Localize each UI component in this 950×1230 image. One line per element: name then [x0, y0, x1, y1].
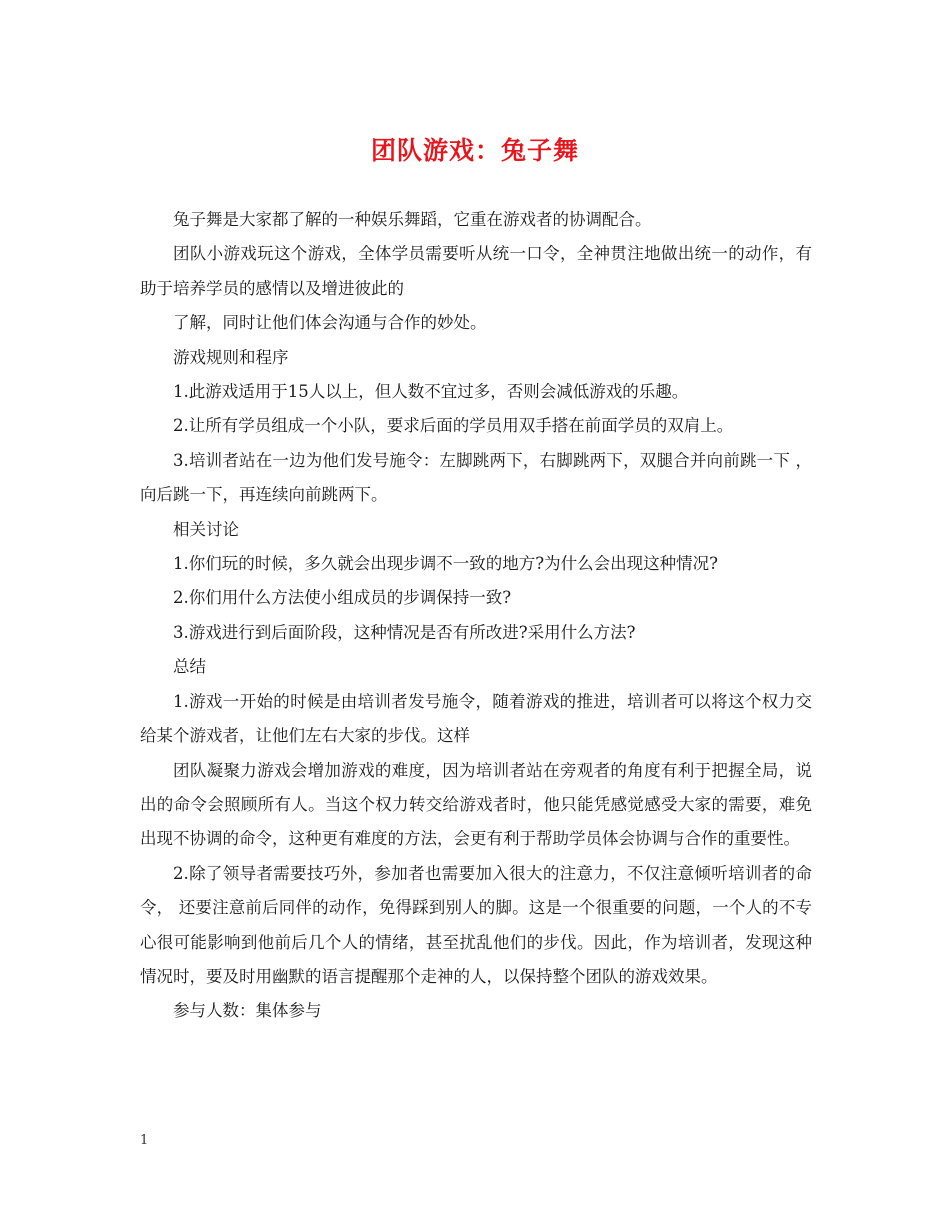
list-item: 3.培训者站在一边为他们发号施令：左脚跳两下，右脚跳两下，双腿合并向前跳一下 ，向后跳一下，再连续向前跳两下。	[140, 450, 812, 505]
body-text	[140, 203, 812, 1029]
list-item: 1.游戏一开始的时候是由培训者发号施令，随着游戏的推进，培训者可以将这个权力交给某个游戏者，让他们左右大家的步伐。这样	[140, 691, 812, 746]
paragraph: 了解，同时让他们体会沟通与合作的妙处。	[173, 313, 487, 333]
page-number: 1	[140, 1133, 149, 1148]
section-heading: 总结	[173, 657, 206, 677]
list-item: 2.让所有学员组成一个小队，要求后面的学员用双手搭在前面学员的双肩上。	[173, 416, 734, 436]
paragraph: 兔子舞是大家都了解的一种娱乐舞蹈，它重在游戏者的协调配合。	[173, 210, 652, 229]
paragraph: 团队小游戏玩这个游戏，全体学员需要听从统一口令，全神贯注地做出统一的动作，有助于培养学员的感情以及增进彼此的	[140, 244, 812, 298]
list-item: 1.你们玩的时候，多久就会出现步调不一致的地方?为什么会出现这种情况?	[173, 554, 718, 574]
list-item: 2.除了领导者需要技巧外，参加者也需要加入很大的注意力，不仅注意倾听培训者的命令， 还要注意前后同伴的动作，免得踩到别人的脚。这是一个很重要的问题，一个人的不专心很可能影响到他前后几个人的情绪，甚至扰乱他们的步伐。因此，作为培训者，发现这种情况时，要及时用幽默的语言提醒那个走神的人，以保持整个团队的游戏效果。	[140, 863, 812, 986]
section-heading: 相关讨论	[173, 519, 239, 539]
paragraph: 参与人数：集体参与	[173, 1001, 322, 1021]
list-item: 3.游戏进行到后面阶段，这种情况是否有所改进?采用什么方法?	[173, 622, 636, 642]
page-title: 团队游戏：兔子舞	[370, 136, 579, 165]
list-item: 2.你们用什么方法使小组成员的步调保持一致?	[173, 588, 512, 608]
list-item: 1.此游戏适用于15人以上，但人数不宜过多，否则会减低游戏的乐趣。	[173, 382, 689, 402]
paragraph: 团队凝聚力游戏会增加游戏的难度，因为培训者站在旁观者的角度有利于把握全局，说出的命令会照顾所有人。当这个权力转交给游戏者时，他只能凭感觉感受大家的需要，难免出现不协调的命令，这种更有难度的方法，会更有利于帮助学员体会协调与合作的重要性。	[140, 760, 812, 849]
section-heading: 游戏规则和程序	[173, 347, 289, 367]
